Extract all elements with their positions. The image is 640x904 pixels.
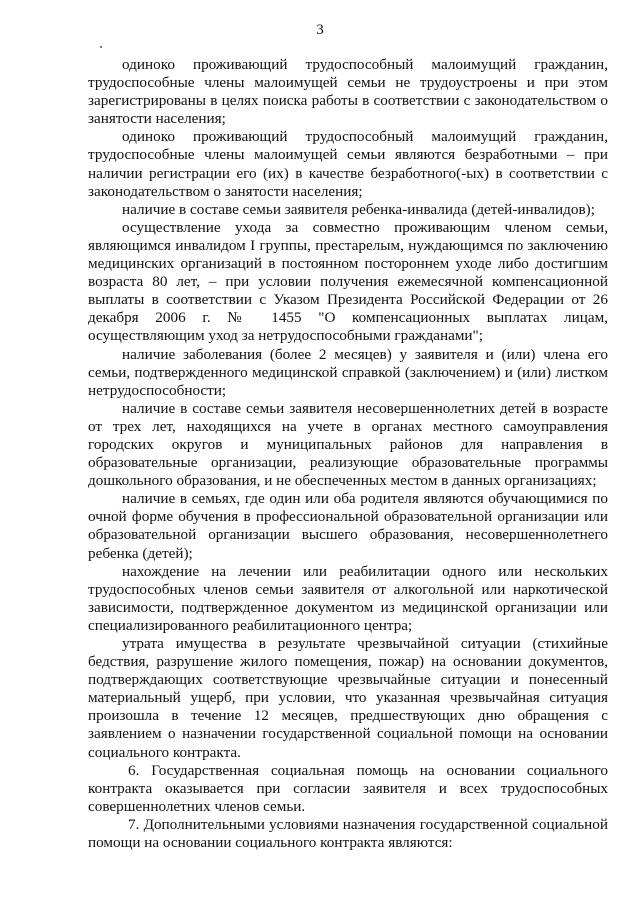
paragraph-care-for-family-member: осуществление ухода за совместно проживающим членом семьи, являющимся инвалидом I группы, престарелым, нуждающимся по заключению медицинских организаций в постоянном постороннем уходе либо достигшим возраста 80 лет, – при условии получения ежемесячной компенсационной выплаты в соответствии с Указом Президента Российской Федерации от 26 декабря 2006 г. № 1455 "О компенсационных выплатах лицам, осуществляющим уход за нетрудоспособными гражданами";	[88, 218, 608, 345]
page-number: 3	[316, 22, 324, 38]
paragraph-unemployed-status: одиноко проживающий трудоспособный малоимущий гражданин, трудоспособные члены малоимущей семьи являются безработными – при наличии регистрации его (их) в качестве безработного(-ых) в соответствии с законодательством о занятости населения;	[88, 128, 608, 200]
paragraph-illness: наличие заболевания (более 2 месяцев) у заявителя и (или) члена его семьи, подтвержденного медицинской справкой (заключением) и (или) листком нетрудоспособности;	[88, 345, 608, 399]
paragraph-emergency-loss: утрата имущества в результате чрезвычайной ситуации (стихийные бедствия, разрушение жилого помещения, пожар) на основании документов, подтверждающих соответствующие чрезвычайные ситуации и понесенный материальный ущерб, при условии, что указанная чрезвычайная ситуация произошла в течение 12 месяцев, предшествующих дню обращения с заявлением о назначении государственной социальной помощи на основании социального контракта.	[88, 635, 608, 761]
paragraph-student-parents: наличие в семьях, где один или оба родителя являются обучающимися по очной форме обучения в профессиональной образовательной организации или образовательной организации высшего образования, несовершеннолетнего ребенка (детей);	[88, 490, 608, 562]
scan-speck	[100, 46, 102, 48]
paragraph-item-7: 7. Дополнительными условиями назначения государственной социальной помощи на основании социального контракта являются:	[88, 815, 608, 852]
document-body	[88, 56, 608, 852]
paragraph-item-6: 6. Государственная социальная помощь на основании социального контракта оказывается при согласии заявителя и всех трудоспособных совершеннолетних членов семьи.	[88, 761, 608, 815]
paragraph-disabled-child: наличие в составе семьи заявителя ребенка-инвалида (детей-инвалидов);	[122, 200, 595, 218]
paragraph-unemployed-registered: одиноко проживающий трудоспособный малоимущий гражданин, трудоспособные члены малоимущей семьи не трудоустроены и при этом зарегистрированы в целях поиска работы в соответствии с законодательством о занятости населения;	[88, 56, 608, 128]
paragraph-rehabilitation: нахождение на лечении или реабилитации одного или нескольких трудоспособных членов семьи заявителя от алкогольной или наркотической зависимости, подтвержденное документом из медицинской организации или специализированного реабилитационного центра;	[88, 562, 608, 634]
paragraph-preschool-children: наличие в составе семьи заявителя несовершеннолетних детей в возрасте от трех лет, находящихся на учете в органах местного самоуправления городских округов и муниципальных районов для направления в образовательные организации, реализующие образовательные программы дошкольного образования, и не обеспеченных местом в данных организациях;	[88, 399, 608, 490]
